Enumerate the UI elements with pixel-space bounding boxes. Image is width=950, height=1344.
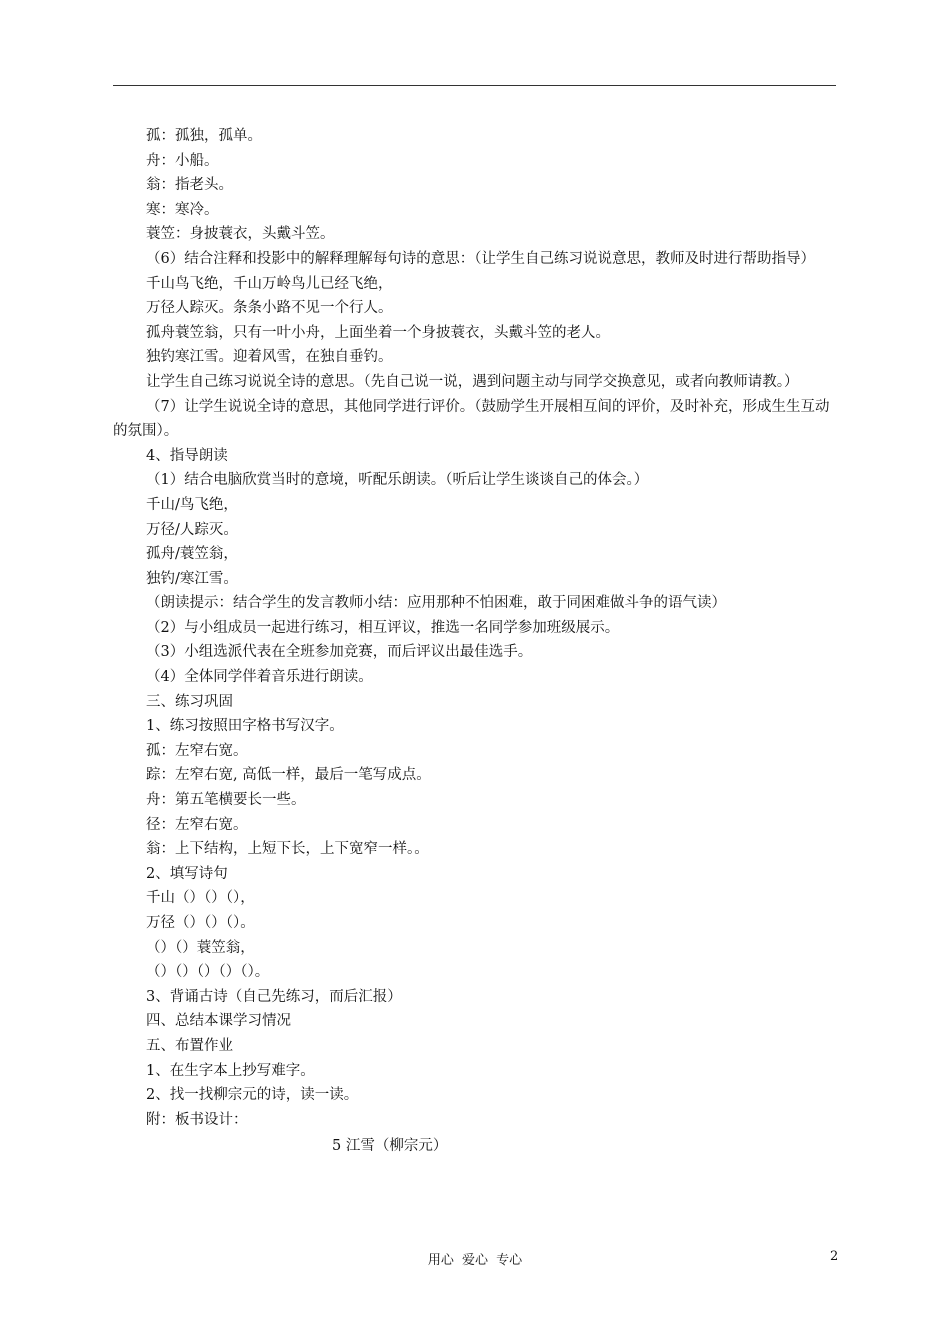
paragraph: 寒：寒冷。 [146,201,219,218]
fill-blank-line: （）（）蓑笠翁， [146,939,255,956]
paragraph: （6）结合注释和投影中的解释理解每句诗的意思：（让学生自己练习说说意思，教师及时进行帮助指导） [146,250,815,267]
paragraph: 千山鸟飞绝，千山万岭鸟儿已经飞绝， [146,275,393,292]
paragraph: 孤舟蓑笠翁，只有一叶小舟，上面坐着一个身披蓑衣，头戴斗笠的老人。 [146,324,610,341]
paragraph: 孤：左窄右宽。 [146,742,248,759]
paragraph: 舟：小船。 [146,152,219,169]
paragraph: 附：板书设计： [146,1111,248,1128]
document-body [113,124,837,1159]
section-heading: 三、练习巩固 [146,693,233,710]
paragraph: 踪：左窄右宽, 高低一样，最后一笔写成点。 [146,767,431,784]
paragraph: 3、背诵古诗（自己先练习，而后汇报） [146,988,402,1005]
board-design-title: 5 江雪（柳宗元） [332,1138,448,1155]
paragraph: 让学生自己练习说说全诗的意思。（先自己说一说，遇到问题主动与同学交换意见，或者向教师请教。） [146,373,799,390]
paragraph: （3）小组选派代表在全班参加竞赛，而后评议出最佳选手。 [146,644,533,661]
paragraph: （7）让学生说说全诗的意思，其他同学进行评价。（鼓励学生开展相互间的评价，及时补充，形成生生互动的氛围）。 [113,398,830,440]
paragraph: 径：左窄右宽。 [146,816,248,833]
paragraph: 孤：孤独，孤单。 [146,128,262,144]
footer-motto: 用心 爱心 专心 [427,1253,523,1268]
paragraph: （4）全体同学伴着音乐进行朗读。 [146,669,373,686]
paragraph: 翁：指老头。 [146,177,233,194]
paragraph: 1、练习按照田字格书写汉字。 [146,718,344,735]
poem-line: 孤舟/蓑笠翁， [146,546,238,563]
poem-line: 独钓/寒江雪。 [146,570,238,587]
header-rule [113,85,836,86]
section-heading: 4、指导朗读 [146,447,228,464]
paragraph: （朗读提示：结合学生的发言教师小结：应用那种不怕困难，敢于同困难做斗争的语气读） [146,595,726,612]
paragraph: 2、填写诗句 [146,865,228,882]
paragraph: 翁：上下结构，上短下长，上下宽窄一样。。 [146,841,429,858]
paragraph: 舟：第五笔横要长一些。 [146,792,306,809]
fill-blank-line: 千山（）（）（）， [146,890,255,907]
paragraph: （1）结合电脑欣赏当时的意境，听配乐朗读。（听后让学生谈谈自己的体会。） [146,472,649,489]
paragraph: 独钓寒江雪。迎着风雪，在独自垂钓。 [146,349,393,366]
poem-line: 千山/鸟飞绝， [146,496,238,513]
fill-blank-line: 万径（）（）（）。 [146,915,255,931]
section-heading: 四、总结本课学习情况 [146,1013,291,1030]
page-number: 2 [830,1249,839,1264]
paragraph: 蓑笠：身披蓑衣，头戴斗笠。 [146,226,335,243]
paragraph: 1、在生字本上抄写难字。 [146,1062,315,1079]
fill-blank-line: （）（）（）（）（）。 [146,964,270,981]
paragraph: 万径人踪灭。条条小路不见一个行人。 [146,300,393,317]
paragraph: 2、找一找柳宗元的诗，读一读。 [146,1087,359,1104]
paragraph: （2）与小组成员一起进行练习，相互评议，推选一名同学参加班级展示。 [146,619,620,636]
section-heading: 五、布置作业 [146,1037,233,1054]
poem-line: 万径/人踪灭。 [146,521,238,538]
